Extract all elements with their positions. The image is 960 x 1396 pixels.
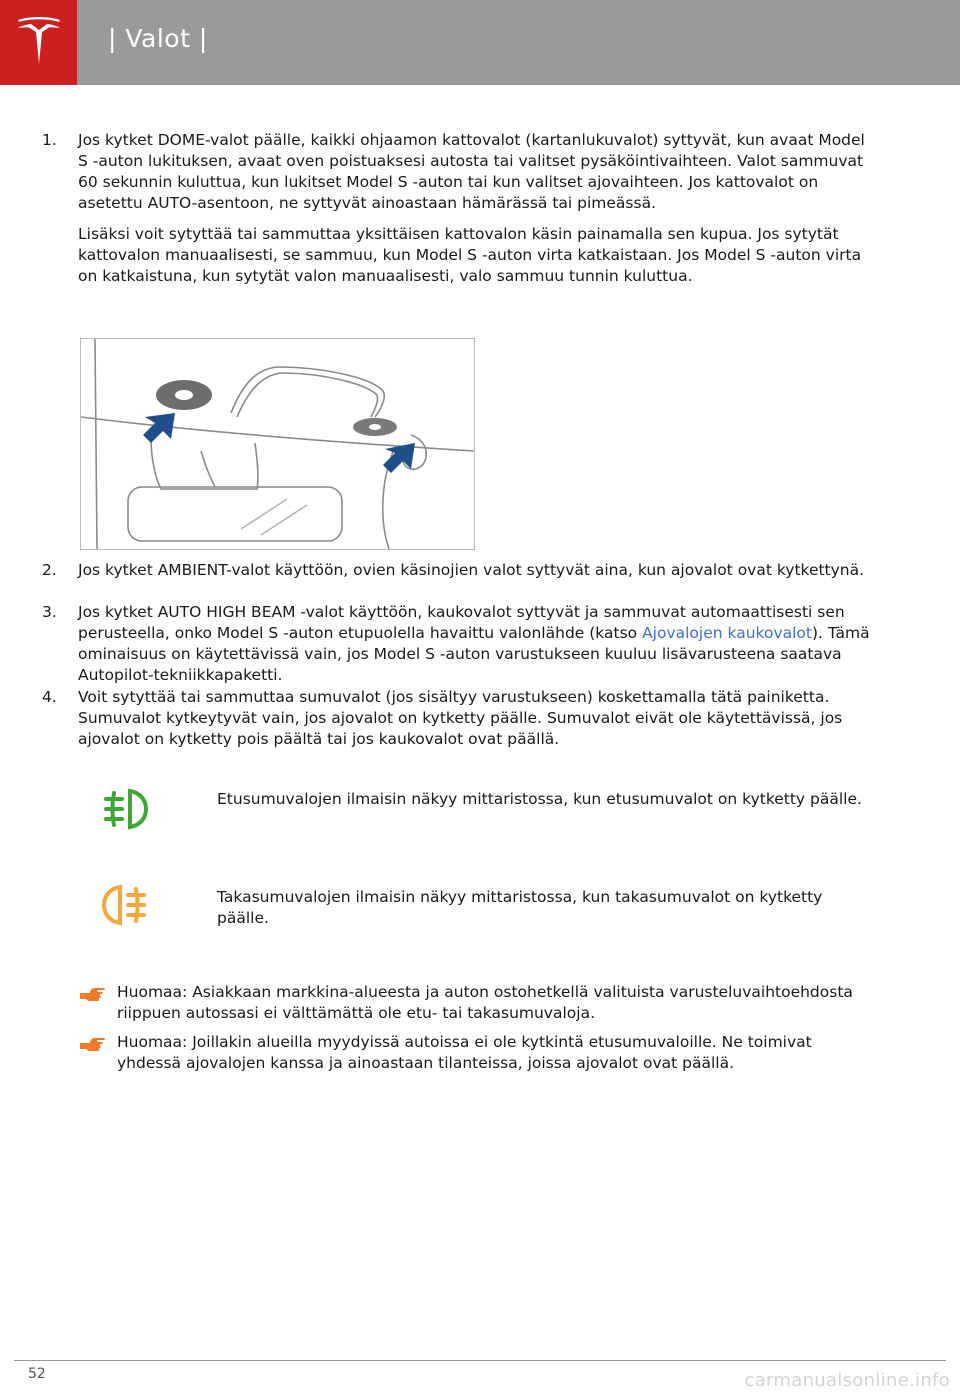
rear-fog-indicator-text: Takasumuvalojen ilmaisin näkyy mittaristossa, kun takasumuvalot on kytketty päälle. xyxy=(217,888,823,927)
tesla-logo-icon xyxy=(14,16,64,68)
note-text: Huomaa: Joillakin alueilla myydyissä autoissa ei ole kytkintä etusumuvaloille. Ne toimivat yhdessä ajovalojen kanssa ja ainoastaan tilanteissa, joissa ajovalot ovat päällä. xyxy=(117,1033,812,1072)
pointing-hand-icon xyxy=(78,985,106,1003)
list-item-number: 3. xyxy=(42,603,57,621)
list-item-text: Voit sytyttää tai sammuttaa sumuvalot (jos sisältyy varustukseen) koskettamalla tätä painiketta. Sumuvalot kytkeytyvät vain, jos ajovalot on kytketty päälle. Sumuvalot eivät ole käytettävissä, jos ajovalot on kytketty pois päältä tai jos kaukovalot ovat päällä. xyxy=(78,688,843,748)
page-title: | Valot | xyxy=(108,24,208,53)
front-fog-indicator-text: Etusumuvalojen ilmaisin näkyy mittaristossa, kun etusumuvalot on kytketty päälle. xyxy=(217,790,862,808)
pointing-hand-icon xyxy=(78,1035,106,1053)
dome-light-diagram xyxy=(81,339,474,549)
list-item-paragraph: Jos kytket DOME-valot päälle, kaikki ohjaamon kattovalot (kartanlukuvalot) syttyvät, kun avaat Model S -auton lukituksen, avaat oven poistuaksesi autosta tai valitset pysäköintivaihteen. Valot sammuvat 60 sekunnin kuluttua, kun lukitset Model S -auton tai kun valitset ajovaihteen. Jos kattovalot on asetettu AUTO-asentoon, ne syttyvät ainoastaan hämärässä tai pimeässä. xyxy=(78,131,865,212)
page-number: 52 xyxy=(28,1366,46,1382)
list-item-number: 1. xyxy=(42,131,57,149)
rear-fog-light-icon xyxy=(100,881,150,931)
watermark: carmanualsonline.info xyxy=(744,1370,950,1391)
list-item-text: ). Tämä ominaisuus on käytettävissä vain, jos Model S -auton varustukseen kuuluu lisävarusteena saatava Autopilot-tekniikkapaketti. xyxy=(78,624,870,684)
page-header xyxy=(0,0,960,85)
front-fog-light-icon xyxy=(100,785,150,835)
brand-logo xyxy=(0,0,77,85)
note-text: Huomaa: Asiakkaan markkina-alueesta ja auton ostohetkellä valituista varusteluvaihtoehdosta riippuen autossasi ei välttämättä ole etu- tai takasumuvaloja. xyxy=(117,983,853,1022)
list-item-text: Jos kytket AUTO HIGH BEAM -valot käyttöön, kaukovalot syttyvät ja sammuvat automaattisesti sen perusteella, onko Model S -auton etupuolella havaittu valonlähde (katso xyxy=(78,603,845,642)
list-item-paragraph: Lisäksi voit sytyttää tai sammuttaa yksittäisen kattovalon käsin painamalla sen kupua. Jos sytytät kattovalon manuaalisesti, se sammuu, kun Model S -auton virta katkaistaan. Jos Model S -auton virta on katkaistuna, kun sytytät valon manuaalisesti, valo sammuu tunnin kuluttua. xyxy=(78,225,862,285)
list-item-text: Jos kytket AMBIENT-valot käyttöön, ovien käsinojien valot syttyvät aina, kun ajovalot ovat kytkettynä. xyxy=(78,561,865,579)
list-item-number: 2. xyxy=(42,561,57,579)
footer-divider xyxy=(14,1360,946,1361)
headlight-high-beam-link[interactable]: Ajovalojen kaukovalot xyxy=(642,624,812,642)
ceiling-lights-illustration xyxy=(80,338,475,550)
list-item-number: 4. xyxy=(42,688,57,706)
